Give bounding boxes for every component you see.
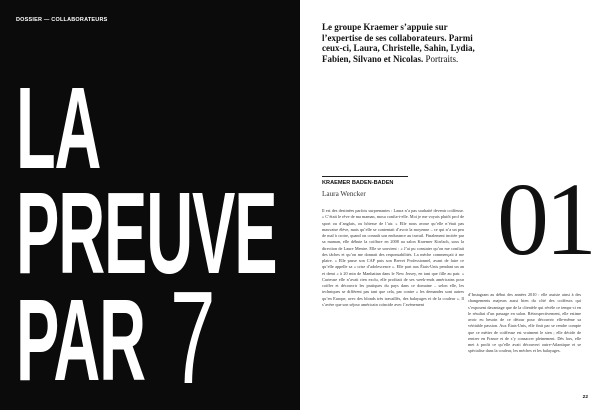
headline-line-3: PAR <box>16 275 145 405</box>
body-column-2: d’Instagram au début des années 2010 : elle assiste ainsi à des changements majeurs aussi bien du côté des coiffeurs qui s’exposent davantage que de la clientèle qui révèle ce temps-ci en le résultat d’un passage en salon. Rétrospectivement, elle estime avoir eu besoin de ce détour pour découvrir elle-même sa véritable passion. Aux États-Unis, elle finit par se rendre compte que ce métier de coiffeuse est vraiment le sien ; elle décide de rentrer en France et de s’y consacrer pleinement. Dès lors, elle met à profit ce qu’elle avait découvert outre-Atlantique et se spécialise dans la couleur, les mèches et les balayages. <box>468 292 581 354</box>
headline-number: 7 <box>170 264 216 411</box>
intro-paragraph <box>322 22 482 64</box>
portrait-number: 01 <box>497 162 593 277</box>
headline-line-1: LA <box>16 63 101 193</box>
intro-bold-text: Le groupe Kraemer s’appuie sur l’expertise de ses collaborateurs. Parmi ceux-ci, Laura, Christelle, Sahin, Lydia, Fabien, Silvano et Nicolas. <box>322 22 475 64</box>
section-rule <box>322 176 408 177</box>
body-column-1: Il est des destinées parfois surprenantes : Laura n’a pas souhaité devenir coiffeuse. « C’était le rêve de ma maman, mosa confia-t-elle. Moi je me voyais plutôt prof de sport ou d’anglais, ou hôtesse de l’air. » Elle nous avoue qu’elle n’était pas mauvaise élève, mais qu’elle se contentait d’avoir la moyenne – ce qui n’a un peu de mal à croire, quand on connaît son endurance au travail. Finalement incitée par sa maman, elle débute la coiffure en 2008 au salon Kraemer Kirrlach, sous la direction de Laure Mentre. Elle se souvient : « J’ai pu constater qu’on me confiait des tâches et qu’on me donnait des responsabilités. La mèche commençait à me plaire. » Elle passe son CAP puis son Brevet Professionnel, avant de faire ce qu’elle appelle sa « crise d’adolescence ». Elle part aux États-Unis pendant un an et demi « à 20 min de Manhattan dans le New Jersey, en tant que fille au pair. » Curieuse elle n’avait rien exclu, elle profitait de ses week-ends américains pour coiffer et découvrir les pratiques du pays dans ce domaine – selon elle, les techniques se diffèrent pas tant que cela, par contre « les demandes sont autres qu’en Europe, avec des blonds très travaillés, des balayages et de la couleur ». Il s’avère que son séjour américain coïncide avec l’avènement <box>322 208 464 307</box>
left-page <box>0 0 300 410</box>
right-page <box>300 0 600 410</box>
section-eyebrow: DOSSIER — COLLABORATEURS <box>16 17 108 23</box>
page-number: 22 <box>582 395 588 400</box>
section-heading: KRAEMER BADEN-BADEN <box>322 180 394 186</box>
headline-line-2: PREUVE <box>16 168 277 298</box>
portrait-name: Laura Wencker <box>322 190 366 198</box>
intro-light-text: Portraits. <box>425 53 459 64</box>
